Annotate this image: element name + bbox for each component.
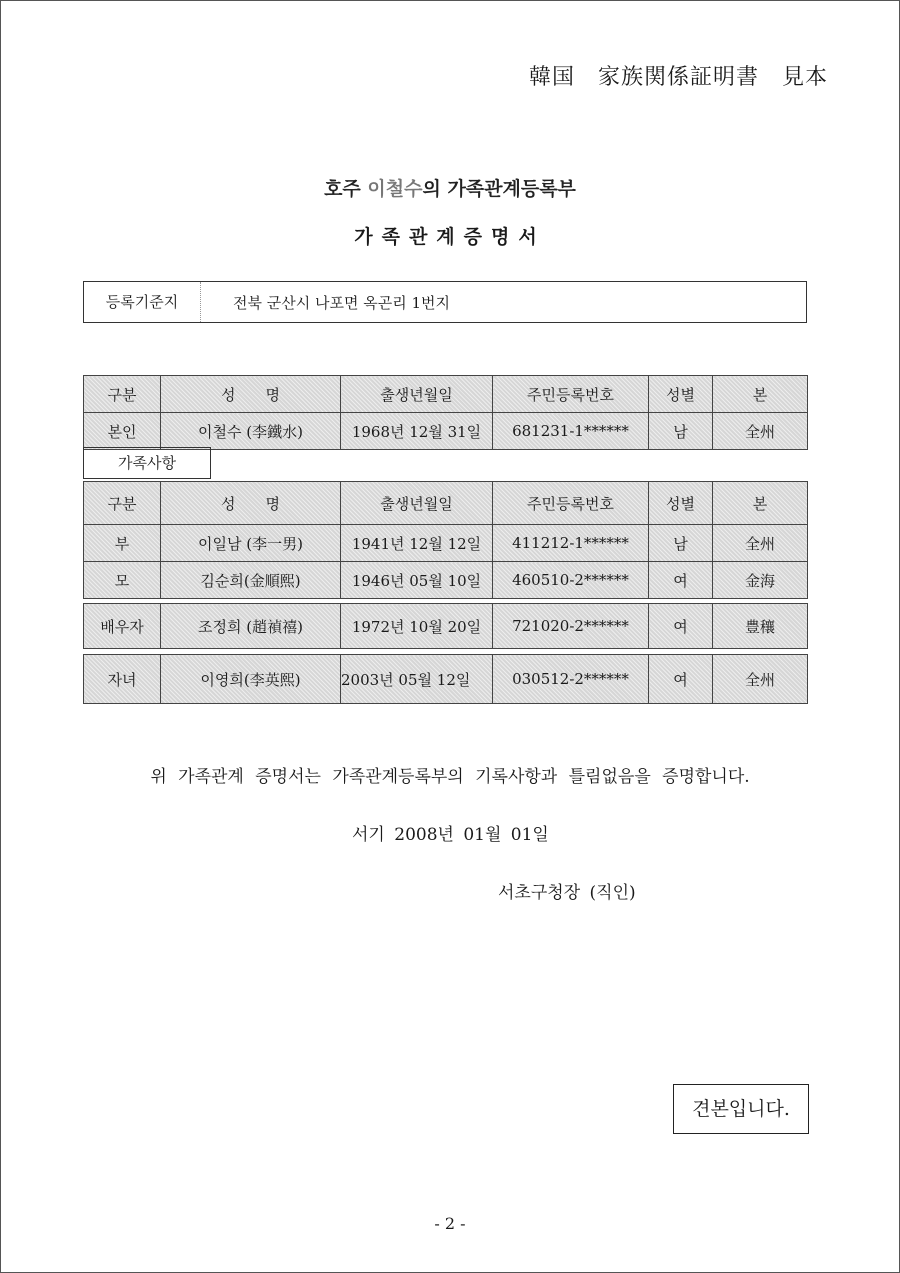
- cell-birth: 1941년 12월 12일: [341, 525, 493, 562]
- title-prefix: 호주: [324, 178, 368, 200]
- title-name: 이철수: [367, 178, 423, 200]
- cell-sex: 남: [649, 525, 713, 562]
- cell-id: 681231-1******: [493, 413, 649, 450]
- self-header-row: [84, 376, 808, 413]
- cell-birth: 1968년 12월 31일: [341, 413, 493, 450]
- registration-base-box: [83, 281, 807, 323]
- col-header-id: 주민등록번호: [493, 482, 649, 525]
- registration-base-value: 전북 군산시 나포면 옥곤리 1번지: [233, 293, 450, 312]
- sample-stamp: 견본입니다.: [673, 1084, 809, 1134]
- col-header-type: 구분: [84, 376, 161, 413]
- page-number: - 2 -: [434, 1214, 466, 1233]
- cell-origin: 全州: [713, 525, 808, 562]
- cell-birth: 2003년 05월 12일: [341, 655, 493, 704]
- family-header-row: [84, 482, 808, 525]
- table-row-mother: [84, 562, 808, 599]
- family-table: [83, 481, 808, 599]
- cell-type: 부: [84, 525, 161, 562]
- cell-id: 460510-2******: [493, 562, 649, 599]
- corner-note: 韓国 家族関係証明書 見本: [528, 65, 828, 90]
- cell-id: 030512-2******: [493, 655, 649, 704]
- col-header-origin: 본: [713, 376, 808, 413]
- cell-sex: 여: [649, 655, 713, 704]
- col-header-sex: 성별: [649, 482, 713, 525]
- certification-statement: 위 가족관계 증명서는 가족관계등록부의 기록사항과 틀림없음을 증명합니다.: [150, 767, 750, 787]
- title-suffix: 의 가족관계등록부: [422, 178, 576, 200]
- cell-name: 이철수 (李鐵水): [161, 413, 341, 450]
- col-header-origin: 본: [713, 482, 808, 525]
- cell-origin: 全州: [713, 655, 808, 704]
- cell-type: 배우자: [84, 604, 161, 649]
- table-row-spouse: [84, 604, 808, 649]
- cell-birth: 1972년 10월 20일: [341, 604, 493, 649]
- cell-origin: 金海: [713, 562, 808, 599]
- cell-sex: 남: [649, 413, 713, 450]
- issue-date: 서기 2008년 01월 01일: [352, 825, 549, 845]
- col-header-type: 구분: [84, 482, 161, 525]
- col-header-name: 성 명: [161, 376, 341, 413]
- spouse-table: [83, 603, 808, 649]
- cell-sex: 여: [649, 604, 713, 649]
- table-row-self: [84, 413, 808, 450]
- table-row-child: [84, 655, 808, 704]
- document-title: [0, 174, 900, 201]
- issuing-office: 서초구청장 (직인): [498, 883, 636, 903]
- document-subtitle: 가족관계증명서: [354, 226, 546, 248]
- cell-name: 이영희(李英熙): [161, 655, 341, 704]
- col-header-name: 성 명: [161, 482, 341, 525]
- cell-type: 모: [84, 562, 161, 599]
- cell-type: 자녀: [84, 655, 161, 704]
- cell-name: 김순희(金順熙): [161, 562, 341, 599]
- col-header-sex: 성별: [649, 376, 713, 413]
- self-table: [83, 375, 808, 450]
- registration-base-label: 등록기준지: [84, 282, 201, 322]
- table-row-father: [84, 525, 808, 562]
- col-header-id: 주민등록번호: [493, 376, 649, 413]
- child-table: [83, 654, 808, 704]
- cell-name: 조정희 (趙禎禧): [161, 604, 341, 649]
- cell-type: 본인: [84, 413, 161, 450]
- family-section-label: 가족사항: [83, 447, 211, 479]
- cell-origin: 豊穰: [713, 604, 808, 649]
- cell-id: 721020-2******: [493, 604, 649, 649]
- cell-birth: 1946년 05월 10일: [341, 562, 493, 599]
- cell-id: 411212-1******: [493, 525, 649, 562]
- col-header-birth: 출생년월일: [341, 482, 493, 525]
- cell-name: 이일남 (李一男): [161, 525, 341, 562]
- cell-sex: 여: [649, 562, 713, 599]
- col-header-birth: 출생년월일: [341, 376, 493, 413]
- cell-origin: 全州: [713, 413, 808, 450]
